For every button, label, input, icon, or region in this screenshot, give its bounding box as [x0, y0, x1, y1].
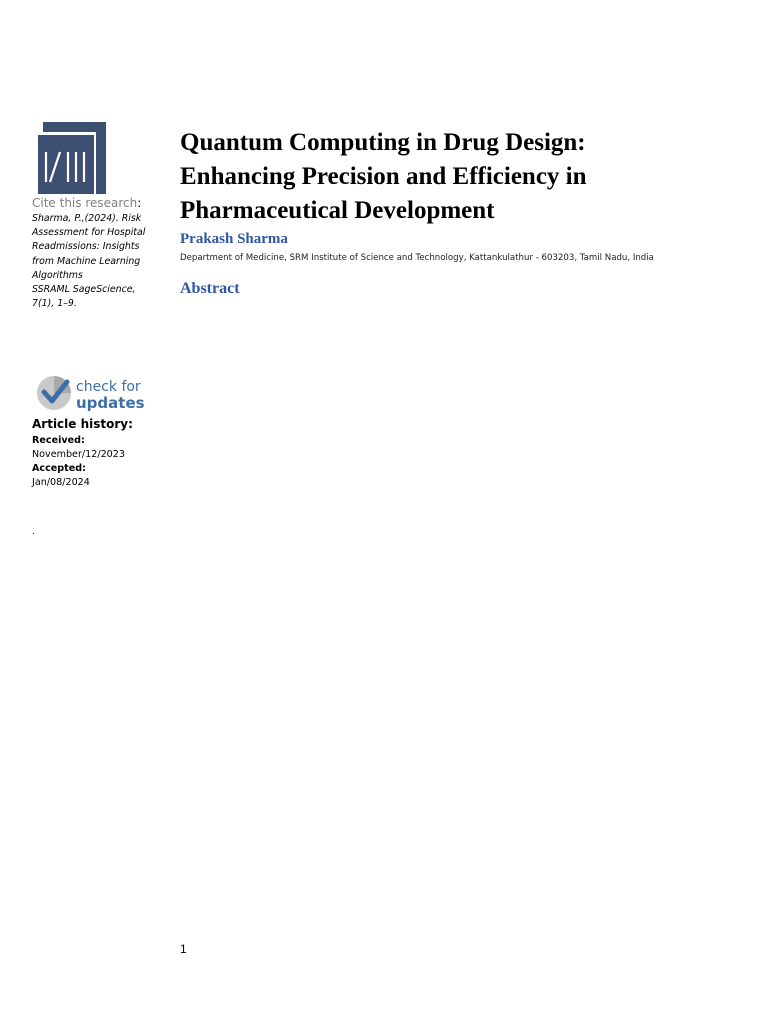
- crossmark-line2: updates: [76, 394, 145, 412]
- citation-line: Algorithms: [32, 269, 83, 281]
- cite-heading-text: Cite this research: [32, 196, 138, 210]
- check-for-updates-badge[interactable]: [36, 372, 146, 414]
- checkmark-icon: [37, 376, 71, 410]
- abstract-heading: Abstract: [180, 280, 240, 297]
- article-history-heading: Article history:: [32, 417, 133, 431]
- cite-heading: [32, 196, 141, 210]
- journal-logo-text: I/III: [36, 122, 38, 123]
- citation-line: Assessment for Hospital: [32, 227, 146, 239]
- accepted-label: Accepted:: [32, 463, 86, 474]
- author-affiliation: Department of Medicine, SRM Institute of Science and Technology, Kattankulathur - 603203, Tamil Nadu, India: [180, 253, 654, 263]
- citation-line: Sharma, P.,(2024). Risk: [32, 213, 142, 224]
- received-date: November/12/2023: [32, 449, 125, 460]
- paper-title: [180, 126, 740, 228]
- title-line: Quantum Computing in Drug Design:: [180, 129, 586, 156]
- accepted-date: Jan/08/2024: [32, 477, 90, 488]
- cite-heading-colon: :: [137, 196, 142, 210]
- journal-logo: [36, 122, 106, 194]
- title-line: Pharmaceutical Development: [180, 197, 495, 224]
- page-number: 1: [180, 942, 187, 956]
- title-line: Enhancing Precision and Efficiency in: [180, 163, 587, 190]
- citation-line: from Machine Learning: [32, 255, 141, 267]
- citation-line: 7(1), 1–9.: [32, 298, 77, 310]
- article-history: [32, 434, 125, 490]
- author-name: Prakash Sharma: [180, 231, 288, 247]
- crossmark-line1: check for: [76, 379, 141, 395]
- stray-mark: .: [32, 526, 35, 537]
- received-label: Received:: [32, 435, 85, 446]
- citation-line: SSRAML SageScience,: [32, 284, 136, 296]
- citation-line: Readmissions: Insights: [32, 241, 140, 253]
- citation-text: [32, 212, 152, 311]
